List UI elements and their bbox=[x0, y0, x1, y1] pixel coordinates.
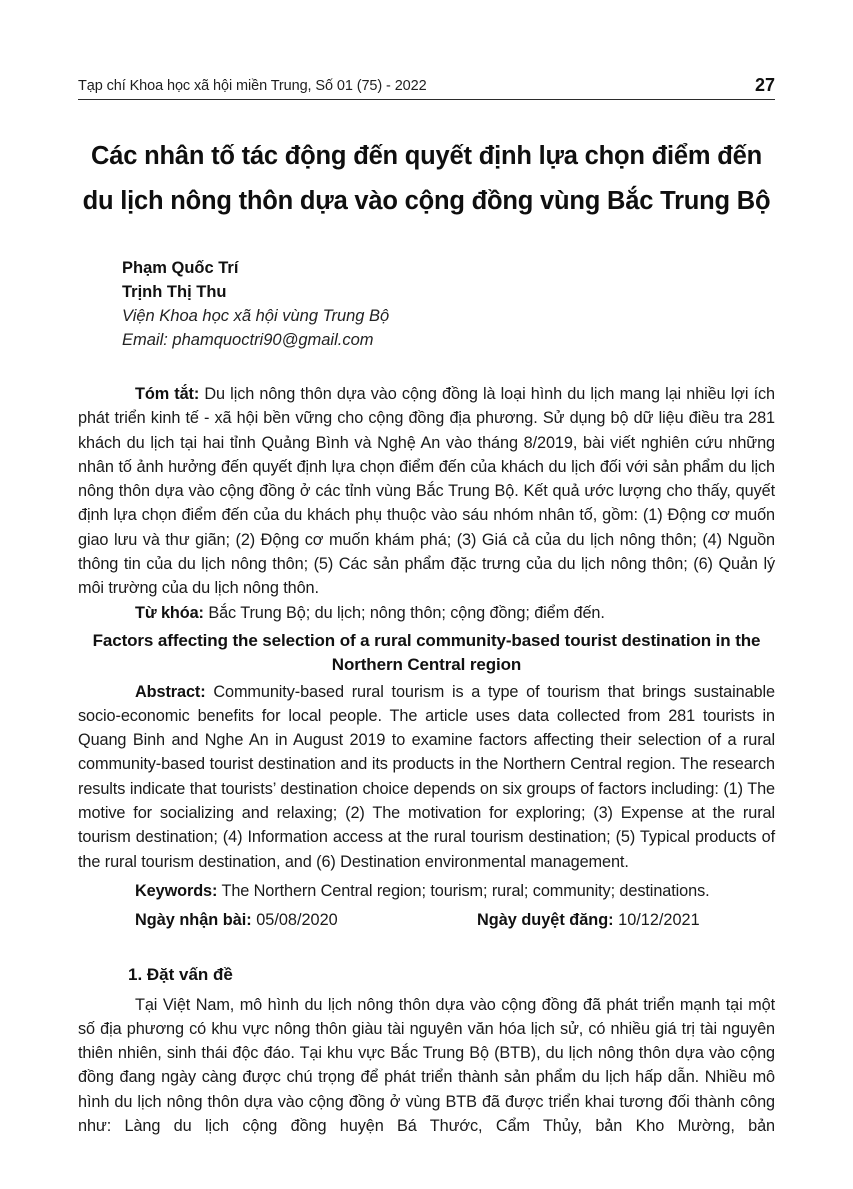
abstract-en bbox=[78, 680, 775, 874]
keywords-en-label: Keywords: bbox=[135, 881, 218, 900]
section-1-heading: 1. Đặt vấn đề bbox=[128, 965, 233, 985]
author-name-2: Trịnh Thị Thu bbox=[122, 283, 227, 301]
article-title-en bbox=[78, 629, 775, 678]
article-title-vi-line1: Các nhân tố tác động đến quyết định lựa chọn điểm đến bbox=[91, 142, 762, 170]
date-received bbox=[135, 911, 338, 929]
abstract-vi-text: Du lịch nông thôn dựa vào cộng đồng là loại hình du lịch mang lại nhiều lợi ích phát triển kinh tế - xã hội bền vững cho cộng đồng địa phương. Sử dụng bộ dữ liệu điều tra 281 khách du lịch tại hai tỉnh Quảng Bình và Nghệ An vào tháng 8/2019, bài viết nghiên cứu những nhân tố ảnh hưởng đến quyết định lựa chọn điểm đến của khách du lịch đối với sản phẩm du lịch nông thôn dựa vào cộng đồng ở các tỉnh vùng Bắc Trung Bộ. Kết quả ước lượng cho thấy, quyết định lựa chọn điểm đến của du khách phụ thuộc vào sáu nhóm nhân tố, gồm: (1) Động cơ muốn giao lưu và thư giãn; (2) Động cơ muốn khám phá; (3) Giá cả của du lịch nông thôn; (4) Nguồn thông tin của du lịch nông thôn; (5) Các sản phẩm đặc trưng của du lịch nông thôn; (6) Quản lý môi trường của du lịch nông thôn. bbox=[78, 385, 775, 598]
date-received-label: Ngày nhận bài: bbox=[135, 911, 252, 930]
article-title-en-line2: Northern Central region bbox=[331, 655, 522, 675]
running-head bbox=[78, 76, 775, 100]
page-number: 27 bbox=[754, 75, 775, 95]
section-1-paragraph: Tại Việt Nam, mô hình du lịch nông thôn dựa vào cộng đồng đã phát triển mạnh tại một số địa phương có khu vực nông thôn giàu tài nguyên văn hóa lịch sử, có nhiều giá trị tài nguyên thiên nhiên, sinh thái độc đáo. Tại khu vực Bắc Trung Bộ (BTB), du lịch nông thôn dựa vào cộng đồng đang ngày càng được chú trọng để phát triển thành sản phẩm du lịch hấp dẫn. Nhiều mô hình du lịch nông thôn dựa vào cộng đồng ở vùng BTB đã được triển khai tương đối thành công như: Làng du lịch cộng đồng huyện Bá Thước, Cẩm Thủy, bản Kho Mường, bản bbox=[78, 995, 775, 1136]
keywords-vi bbox=[78, 601, 775, 625]
author-block bbox=[78, 256, 775, 352]
author-affiliation: Viện Khoa học xã hội vùng Trung Bộ bbox=[122, 307, 390, 325]
author-name-1: Phạm Quốc Trí bbox=[122, 259, 239, 277]
keywords-vi-label: Từ khóa: bbox=[135, 603, 204, 622]
keywords-vi-text: Bắc Trung Bộ; du lịch; nông thôn; cộng đồng; điểm đến. bbox=[203, 603, 605, 622]
abstract-vi-label: Tóm tắt: bbox=[135, 385, 200, 403]
date-accepted-value: 10/12/2021 bbox=[613, 911, 700, 930]
article-title-vi-line2: du lịch nông thôn dựa vào cộng đồng vùng Bắc Trung Bộ bbox=[82, 187, 771, 215]
author-email: Email: phamquoctri90@gmail.com bbox=[122, 331, 374, 349]
article-title-vi bbox=[78, 134, 775, 224]
keywords-en-text: The Northern Central region; tourism; rural; community; destinations. bbox=[217, 881, 710, 900]
abstract-en-text: Community-based rural tourism is a type of tourism that brings sustainable socio-economic benefits for local people. The article uses data collected from 281 tourists in Quang Binh and Nghe An in August 2019 to examine factors affecting their selection of a rural community-based tourist destination and its products in the Northern Central region. The research results indicate that tourists’ destination choice depends on six groups of factors including: (1) The motive for socializing and relaxing; (2) The motivation for exploring; (3) Expense at the rural tourism destination; (4) Information access at the rural tourism destination; (5) Typical products of the rural tourism destination, and (6) Destination environmental management. bbox=[78, 682, 775, 871]
dates-row bbox=[78, 908, 775, 933]
abstract-en-label: Abstract: bbox=[135, 682, 206, 701]
date-received-value: 05/08/2020 bbox=[251, 911, 338, 930]
journal-name: Tạp chí Khoa học xã hội miền Trung, Số 01 (75) - 2022 bbox=[78, 78, 427, 94]
abstract-vi bbox=[78, 382, 775, 601]
keywords-en bbox=[78, 879, 775, 903]
date-accepted bbox=[477, 908, 700, 932]
date-accepted-label: Ngày duyệt đăng: bbox=[477, 911, 614, 930]
article-title-en-line1: Factors affecting the selection of a rural community-based tourist destination in the bbox=[92, 630, 761, 650]
